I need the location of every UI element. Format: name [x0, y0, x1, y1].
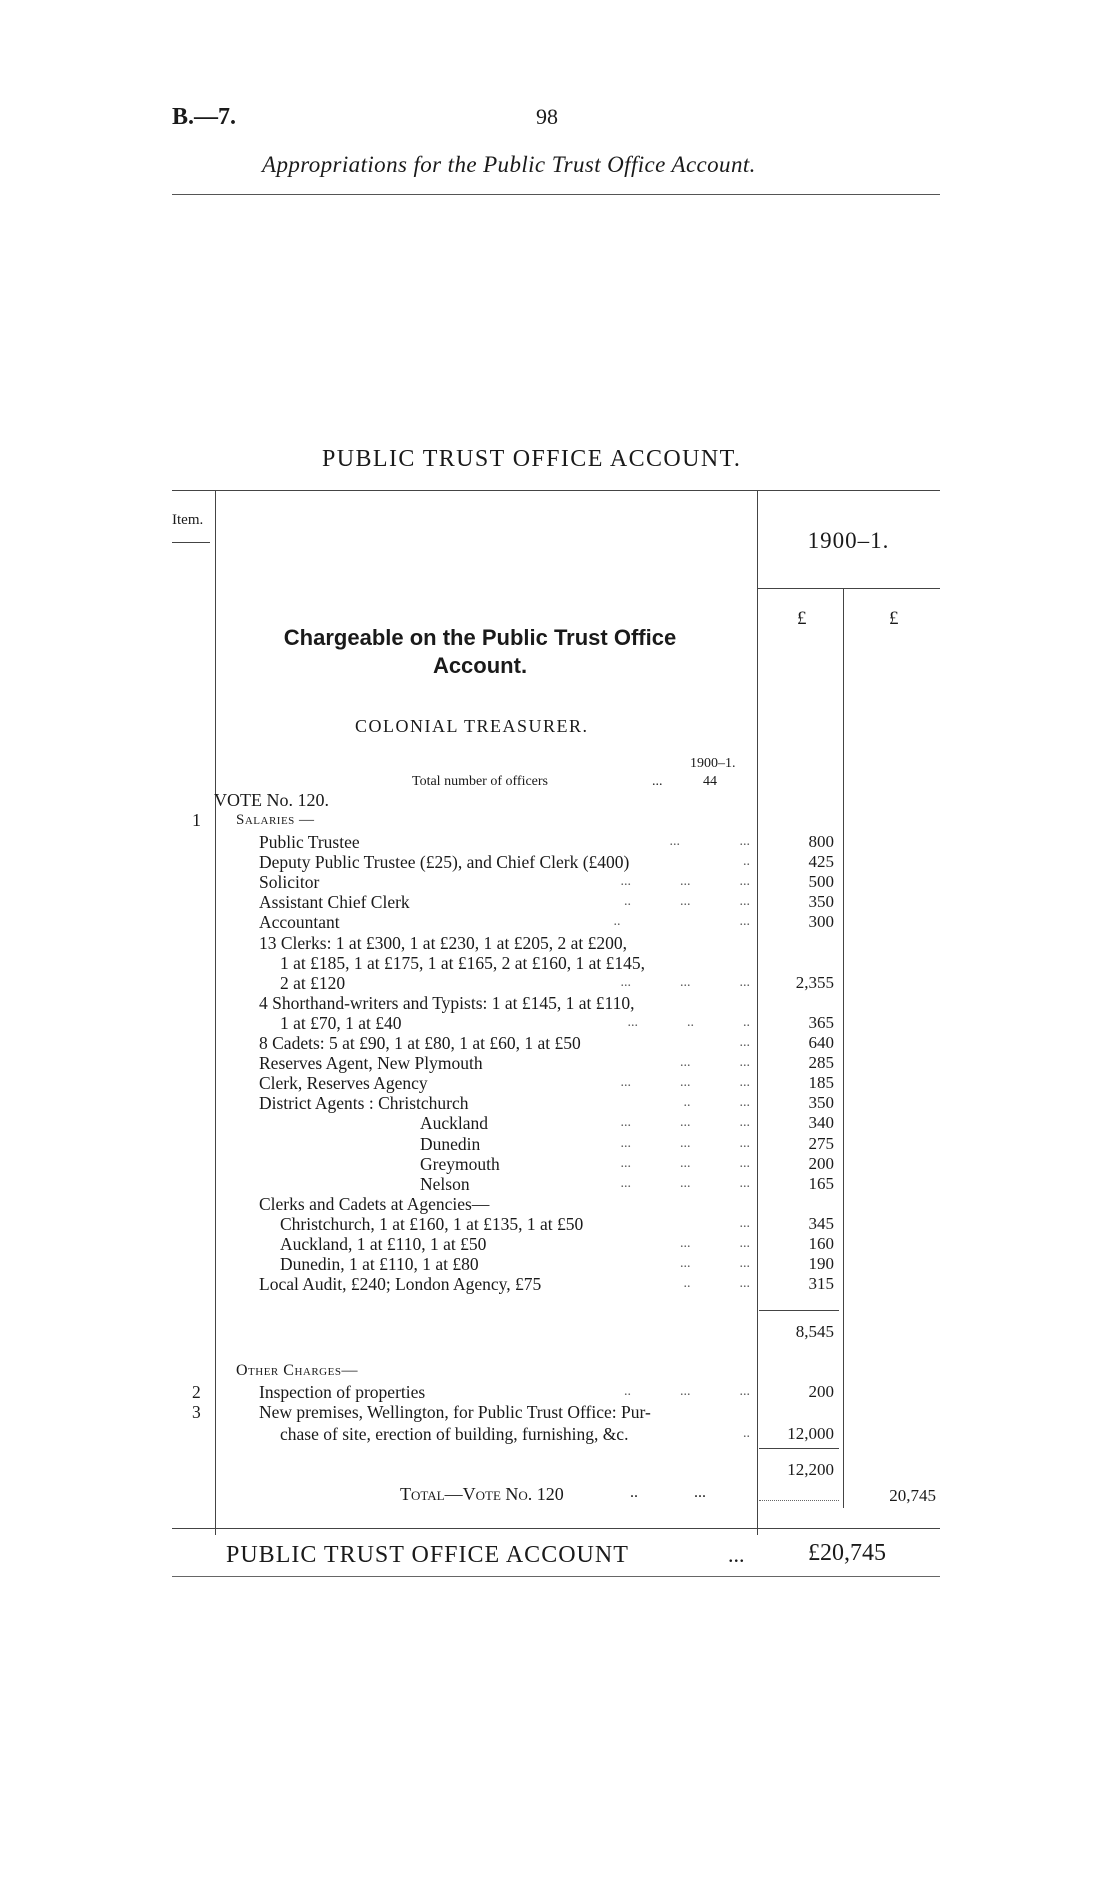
salary-row-dots: ... ... ... — [620, 1075, 750, 1091]
other-charge-dots: .. — [743, 1426, 750, 1441]
salary-row-text: Auckland — [420, 1113, 489, 1134]
salary-row-text: Clerk, Reserves Agency — [259, 1073, 428, 1094]
salary-row-text: Clerks and Cadets at Agencies— — [259, 1193, 490, 1214]
salary-row-text: Reserves Agent, New Plymouth — [259, 1053, 483, 1074]
salary-row-text: Christchurch, 1 at £160, 1 at £135, 1 at £50 — [280, 1213, 584, 1234]
salary-row-amount: 300 — [808, 912, 834, 932]
salary-row-amount: 425 — [808, 852, 834, 872]
other-charges-subtotal: 12,200 — [787, 1460, 834, 1479]
salary-row-text: Public Trustee — [259, 832, 360, 852]
chargeable-line-2: Account. — [432, 653, 528, 678]
salary-row-dots: ... ... ... — [620, 1135, 750, 1151]
salary-row-dots: .. ... — [683, 1276, 750, 1292]
salary-row-dots: .. ... — [683, 1095, 750, 1111]
salary-row-dots: ... .. .. — [627, 1014, 750, 1030]
salary-row-text: Dunedin — [420, 1133, 481, 1154]
salary-row-text: District Agents : Christchurch — [259, 1093, 469, 1114]
footer-label: PUBLIC TRUST OFFICE ACCOUNT — [226, 1542, 629, 1568]
salary-row-text: 2 at £120 — [280, 972, 346, 993]
chargeable-heading — [230, 624, 730, 680]
salary-row-text: Accountant — [259, 912, 340, 933]
page-ref: B.—7. — [172, 104, 237, 130]
total-amount: 20,745 — [889, 1486, 936, 1505]
officers-count: 44 — [703, 774, 717, 789]
officers-dots: ... — [652, 774, 663, 789]
salary-row-amount: 2,355 — [795, 972, 834, 992]
department-heading: COLONIAL TREASURER. — [355, 716, 589, 736]
other-charges-subtotal-rule — [759, 1448, 839, 1449]
salary-row-dots: ... ... ... — [620, 1115, 750, 1131]
salary-row-amount: 275 — [808, 1133, 834, 1153]
salary-row-amount: 800 — [808, 832, 834, 851]
salary-row-text: Solicitor — [259, 872, 320, 893]
salaries-subtotal-rule — [759, 1310, 839, 1311]
salaries-heading: Salaries — — [236, 812, 315, 828]
salary-row-amount: 340 — [808, 1113, 834, 1133]
item-column-label: Item. — [172, 512, 204, 528]
salary-row-amount: 350 — [808, 1093, 834, 1113]
salary-row-text: Greymouth — [420, 1153, 500, 1174]
other-charge-text: Inspection of properties — [259, 1382, 426, 1402]
salary-row-text: Local Audit, £240; London Agency, £75 — [259, 1274, 542, 1295]
total-dots: .. ... — [630, 1484, 706, 1501]
other-charge-text: chase of site, erection of building, furnishing, &c. — [280, 1424, 629, 1444]
salary-row-dots: ... ... ... — [620, 974, 750, 990]
salary-row-amount: 285 — [808, 1053, 834, 1073]
table-bottom-rule — [172, 1528, 940, 1529]
officers-label: Total number of officers — [412, 774, 548, 789]
item-head-rule — [172, 542, 210, 543]
salary-row-amount: 350 — [808, 892, 834, 912]
salary-row-amount: 315 — [808, 1274, 834, 1294]
item-column-rule — [215, 490, 216, 1535]
total-label: Total—Vote No. 120 — [400, 1484, 564, 1504]
salary-row-text: Deputy Public Trustee (£25), and Chief Clerk (£400) — [259, 852, 630, 873]
other-charges-heading: Other Charges— — [236, 1362, 358, 1379]
salary-row-dots: ... ... — [680, 1236, 750, 1251]
salary-row-text: 1 at £70, 1 at £40 — [280, 1012, 402, 1033]
officers-year: 1900–1. — [690, 756, 736, 771]
salary-row-text: Auckland, 1 at £110, 1 at £50 — [280, 1234, 487, 1254]
salary-row-dots: .. ... — [613, 914, 750, 930]
salary-row-dots: ... ... — [680, 1055, 750, 1071]
other-charge-item-number: 2 — [192, 1382, 201, 1402]
year-column-label: 1900–1. — [807, 528, 890, 553]
footer-amount: £20,745 — [808, 1540, 886, 1566]
running-title: Appropriations for the Public Trust Office Account. — [262, 152, 756, 177]
salary-row-text: 8 Cadets: 5 at £90, 1 at £80, 1 at £60, 1 at £50 — [259, 1033, 581, 1053]
other-charge-text: New premises, Wellington, for Public Trust Office: Pur- — [259, 1402, 651, 1422]
salary-row-text: 4 Shorthand-writers and Typists: 1 at £145, 1 at £110, — [259, 992, 635, 1013]
amount-column-mid-rule — [843, 588, 844, 1508]
footer-dots: ... — [728, 1542, 745, 1567]
salaries-item-number: 1 — [192, 810, 201, 830]
salary-row-amount: 640 — [808, 1033, 834, 1052]
salary-row-dots: ... ... — [669, 834, 750, 849]
currency-left: £ — [797, 608, 807, 629]
chargeable-line-1: Chargeable on the Public Trust Office — [283, 625, 677, 650]
page-number: 98 — [536, 104, 558, 129]
salary-row-dots: ... ... — [680, 1256, 750, 1272]
salary-row-dots: .. ... ... — [624, 894, 750, 910]
vote-heading: VOTE No. 120. — [214, 790, 329, 810]
salary-row-text: 1 at £185, 1 at £175, 1 at £165, 2 at £160, 1 at £145, — [280, 952, 646, 973]
salary-row-amount: 190 — [808, 1254, 834, 1274]
salary-row-text: Dunedin, 1 at £110, 1 at £80 — [280, 1254, 479, 1275]
other-charge-amount: 200 — [808, 1382, 834, 1401]
salary-row-dots: .. — [743, 854, 750, 870]
salary-row-amount: 165 — [808, 1173, 834, 1193]
salary-row-dots: ... ... ... — [620, 1175, 750, 1191]
salary-row-amount: 185 — [808, 1073, 834, 1093]
total-leader-line — [759, 1500, 839, 1501]
currency-right: £ — [889, 608, 899, 629]
other-charge-amount: 12,000 — [787, 1424, 834, 1443]
salary-row-dots: ... ... ... — [620, 1155, 750, 1171]
salary-row-dots: ... — [739, 1215, 750, 1231]
salary-row-amount: 365 — [808, 1012, 834, 1032]
salary-row-text: 13 Clerks: 1 at £300, 1 at £230, 1 at £205, 2 at £200, — [259, 932, 627, 953]
salary-row-dots: ... ... ... — [620, 874, 750, 890]
salary-row-amount: 345 — [808, 1213, 834, 1233]
salary-row-amount: 160 — [808, 1234, 834, 1253]
year-rule — [757, 588, 940, 589]
salary-row-text: Nelson — [420, 1173, 470, 1194]
section-title: PUBLIC TRUST OFFICE ACCOUNT. — [322, 446, 742, 472]
header-rule — [172, 194, 940, 195]
salary-row-amount: 200 — [808, 1153, 834, 1173]
footer-rule — [172, 1576, 940, 1577]
salary-row-dots: ... — [739, 1035, 750, 1050]
salaries-subtotal: 8,545 — [795, 1322, 834, 1341]
table-top-rule — [172, 490, 940, 491]
salary-row-amount: 500 — [808, 872, 834, 892]
other-charge-item-number: 3 — [192, 1402, 201, 1422]
salary-row-text: Assistant Chief Clerk — [259, 892, 410, 913]
other-charge-dots: .. ... ... — [624, 1384, 750, 1399]
